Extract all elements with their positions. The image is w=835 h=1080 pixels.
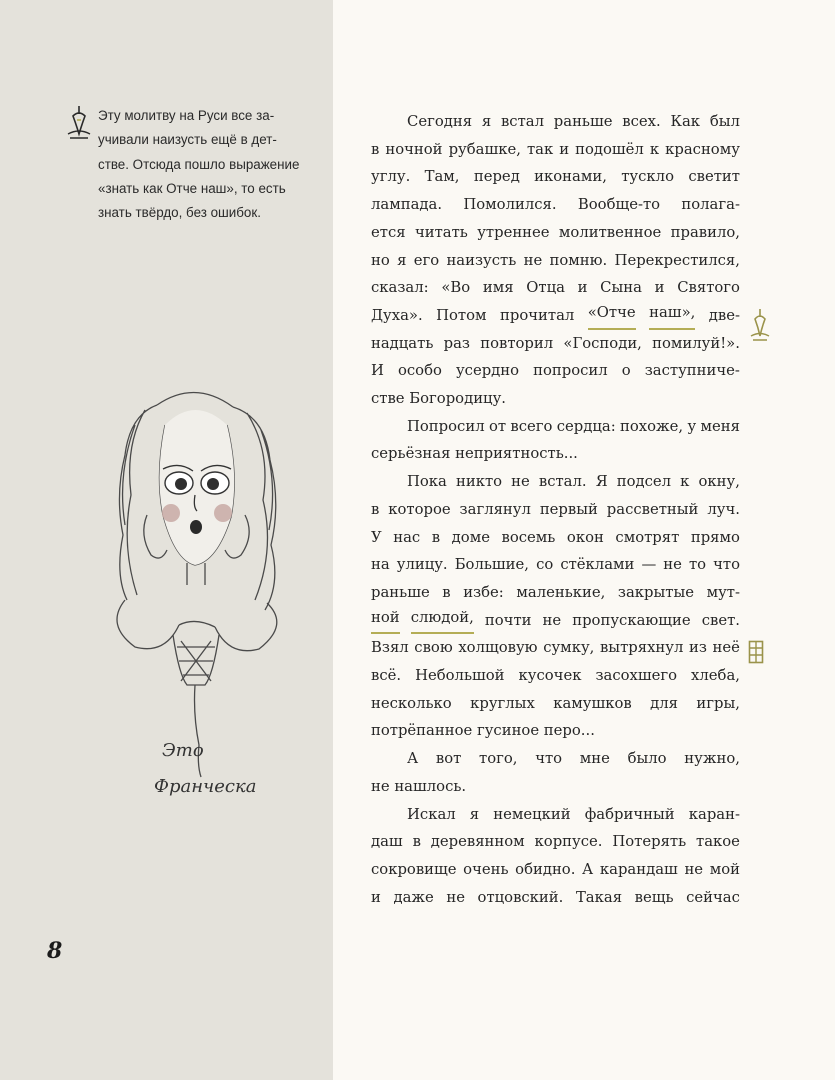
underlined-term: слюдой, bbox=[411, 607, 474, 635]
word: наизусть bbox=[446, 251, 517, 269]
body-line bbox=[371, 247, 740, 275]
word: сейчас bbox=[686, 888, 740, 906]
word: встал bbox=[500, 113, 544, 130]
word: в bbox=[371, 140, 380, 158]
word: что bbox=[713, 556, 740, 574]
word: У bbox=[371, 528, 382, 546]
word: деревянном bbox=[430, 833, 525, 851]
word: Там, bbox=[424, 168, 460, 186]
word: прочитал bbox=[500, 306, 575, 324]
word: Отца bbox=[526, 279, 565, 297]
underlined-term: ной bbox=[371, 607, 400, 635]
word: А bbox=[407, 750, 419, 768]
word: я bbox=[469, 805, 480, 823]
caption-line: Франческа bbox=[154, 776, 257, 797]
word: раз bbox=[443, 334, 470, 352]
word: мой bbox=[709, 860, 740, 878]
word: Перекрестился, bbox=[614, 251, 740, 269]
word: в bbox=[442, 583, 451, 601]
word: никто bbox=[455, 473, 503, 491]
word: Сына bbox=[600, 279, 642, 297]
word: для bbox=[650, 694, 678, 712]
lamp-pendant-icon bbox=[64, 104, 94, 140]
word: особо bbox=[397, 362, 442, 380]
word: не bbox=[523, 251, 543, 269]
body-line bbox=[371, 468, 740, 496]
word: помилуй!». bbox=[652, 334, 740, 352]
underlined-term: наш», bbox=[649, 302, 695, 330]
word: повторил bbox=[480, 334, 554, 352]
word: Сегодня bbox=[407, 113, 473, 130]
illustration-caption bbox=[150, 738, 270, 804]
word: иконами, bbox=[534, 168, 607, 186]
word: отцовский. bbox=[477, 888, 564, 906]
word: тускло bbox=[621, 168, 674, 186]
word: даже bbox=[393, 888, 434, 906]
body-line: потрёпанное гусиное перо... bbox=[371, 722, 595, 740]
word: хлеба, bbox=[691, 667, 740, 685]
word: Помолился. bbox=[463, 196, 557, 214]
word: раньше bbox=[553, 113, 613, 130]
body-line bbox=[371, 551, 740, 579]
word: к bbox=[680, 473, 690, 491]
word: «Во bbox=[441, 279, 471, 297]
girl-illustration bbox=[95, 385, 300, 780]
word: не bbox=[542, 611, 562, 629]
word: круглых bbox=[470, 694, 535, 712]
body-line bbox=[371, 136, 740, 164]
body-line bbox=[371, 856, 740, 884]
word: к bbox=[649, 140, 660, 158]
word: сумку, bbox=[543, 639, 595, 657]
word: но bbox=[371, 251, 390, 269]
word: «Господи, bbox=[563, 334, 642, 352]
word: не bbox=[663, 556, 682, 574]
body-line bbox=[371, 302, 740, 330]
word: Небольшой bbox=[415, 667, 505, 685]
body-line: стве Богородицу. bbox=[371, 390, 506, 408]
word: немецкий bbox=[493, 805, 571, 823]
word: Большие, bbox=[454, 556, 530, 574]
word: Я bbox=[595, 473, 608, 491]
word: почти bbox=[484, 611, 532, 629]
word: перед bbox=[473, 168, 520, 186]
body-line bbox=[371, 330, 740, 358]
word: мне bbox=[579, 750, 610, 768]
word: так bbox=[526, 140, 554, 158]
body-line bbox=[371, 191, 740, 219]
window-icon bbox=[748, 640, 764, 664]
word: камушков bbox=[553, 694, 632, 712]
word: и bbox=[577, 279, 588, 297]
word: всего bbox=[510, 417, 553, 435]
word: не bbox=[684, 860, 704, 878]
body-line bbox=[371, 801, 740, 829]
word: окон bbox=[566, 528, 604, 546]
word: игры, bbox=[696, 694, 740, 712]
word: избе: bbox=[463, 583, 504, 601]
word: карандаш bbox=[599, 860, 678, 878]
word: его bbox=[413, 251, 440, 269]
note-line: «знать как Отче наш», то есть bbox=[98, 180, 286, 196]
word: луч. bbox=[707, 500, 740, 518]
word: похоже, bbox=[620, 417, 684, 435]
word: кусочек bbox=[518, 667, 582, 685]
word: Такая bbox=[575, 888, 623, 906]
body-line bbox=[371, 745, 740, 773]
underlined-term: «Отче bbox=[588, 302, 636, 330]
word: не bbox=[446, 888, 465, 906]
word: у bbox=[687, 417, 697, 435]
page-number: 8 bbox=[47, 938, 63, 964]
body-line bbox=[371, 634, 740, 662]
word: Попросил bbox=[407, 417, 485, 435]
word: читать bbox=[414, 223, 468, 241]
word: И bbox=[371, 362, 384, 380]
word: рассветный bbox=[606, 500, 699, 518]
word: утреннее bbox=[477, 223, 550, 241]
word: восемь bbox=[501, 528, 556, 546]
word: лампада. bbox=[371, 196, 443, 214]
word: нас bbox=[393, 528, 421, 546]
word: окну, bbox=[698, 473, 740, 491]
word: со bbox=[536, 556, 554, 574]
word: маленькие, bbox=[516, 583, 606, 601]
word: о bbox=[621, 362, 631, 380]
word: встал. bbox=[538, 473, 587, 491]
note-line: стве. Отсюда пошло выражение bbox=[98, 156, 300, 172]
body-line bbox=[371, 274, 740, 302]
body-line bbox=[371, 163, 740, 191]
word: Искал bbox=[407, 805, 456, 823]
body-line bbox=[371, 496, 740, 524]
body-line bbox=[371, 828, 740, 856]
word: углу. bbox=[371, 168, 411, 186]
word: ночной bbox=[385, 140, 443, 158]
word: заглянул bbox=[459, 500, 531, 518]
word: того, bbox=[479, 750, 518, 768]
word: я bbox=[397, 251, 407, 269]
word: Святого bbox=[677, 279, 740, 297]
note-line: знать твёрдо, без ошибок. bbox=[98, 205, 261, 221]
caption-line: Это bbox=[162, 740, 204, 761]
word: первый bbox=[539, 500, 598, 518]
word: вытряхнул bbox=[599, 639, 684, 657]
word: засохшего bbox=[595, 667, 678, 685]
word: Потом bbox=[436, 306, 487, 324]
word: свою bbox=[414, 639, 453, 657]
word: я bbox=[481, 113, 492, 130]
body-line bbox=[371, 357, 740, 385]
body-line bbox=[371, 219, 740, 247]
word: вещь bbox=[634, 888, 674, 906]
word: пропускающие bbox=[572, 611, 691, 629]
word: улицу. bbox=[396, 556, 448, 574]
word: имя bbox=[482, 279, 514, 297]
word: на bbox=[371, 556, 390, 574]
word: свет. bbox=[701, 611, 740, 629]
word: из bbox=[689, 639, 707, 657]
word: было bbox=[627, 750, 667, 768]
word: корпусе. bbox=[534, 833, 603, 851]
word: и bbox=[654, 279, 665, 297]
word: Духа». bbox=[371, 306, 423, 324]
word: в bbox=[412, 833, 421, 851]
word: неё bbox=[712, 639, 740, 657]
word: молитвенное bbox=[558, 223, 662, 241]
body-line bbox=[371, 108, 740, 136]
word: от bbox=[488, 417, 507, 435]
word: холщовую bbox=[458, 639, 538, 657]
word: две- bbox=[708, 306, 740, 324]
word: А bbox=[582, 860, 594, 878]
lamp-pendant-icon bbox=[748, 308, 772, 342]
word: очень bbox=[463, 860, 509, 878]
word: подошёл bbox=[575, 140, 644, 158]
word: раньше bbox=[371, 583, 430, 601]
word: в bbox=[431, 528, 441, 546]
word: — bbox=[641, 556, 657, 574]
word: такое bbox=[696, 833, 740, 851]
margin-note bbox=[98, 104, 323, 225]
note-line: учивали наизусть ещё в дет- bbox=[98, 132, 277, 148]
word: доме bbox=[451, 528, 490, 546]
word: прямо bbox=[690, 528, 740, 546]
word: что bbox=[535, 750, 563, 768]
word: сокровище bbox=[371, 860, 457, 878]
word: и bbox=[559, 140, 570, 158]
word: Пока bbox=[407, 473, 447, 491]
word: ется bbox=[371, 223, 406, 241]
body-line bbox=[371, 690, 740, 718]
word: заступниче- bbox=[644, 362, 740, 380]
word: Вообще-то bbox=[577, 196, 661, 214]
word: несколько bbox=[371, 694, 452, 712]
word: меня bbox=[700, 417, 740, 435]
word: всё. bbox=[371, 667, 402, 685]
word: каран- bbox=[688, 805, 740, 823]
word: Как bbox=[670, 113, 701, 130]
word: обидно. bbox=[515, 860, 576, 878]
word: смотрят bbox=[615, 528, 680, 546]
word: полага- bbox=[681, 196, 740, 214]
word: закрытые bbox=[617, 583, 695, 601]
body-line bbox=[371, 662, 740, 690]
word: Взял bbox=[371, 639, 409, 657]
word: и bbox=[371, 888, 381, 906]
word: усердно bbox=[455, 362, 520, 380]
word: мут- bbox=[706, 583, 740, 601]
body-line bbox=[371, 413, 740, 441]
body-line bbox=[371, 524, 740, 552]
word: вот bbox=[435, 750, 462, 768]
word: надцать bbox=[371, 334, 434, 352]
body-text bbox=[371, 108, 740, 911]
word: сердца: bbox=[556, 417, 616, 435]
body-line bbox=[371, 607, 740, 635]
body-line: серьёзная неприятность... bbox=[371, 445, 578, 463]
word: то bbox=[688, 556, 707, 574]
body-line bbox=[371, 884, 740, 912]
word: правило, bbox=[670, 223, 740, 241]
body-line: не нашлось. bbox=[371, 777, 467, 795]
word: красному bbox=[665, 140, 740, 158]
body-line bbox=[371, 579, 740, 607]
word: которое bbox=[388, 500, 451, 518]
word: сказал: bbox=[371, 279, 429, 297]
note-line: Эту молитву на Руси все за- bbox=[98, 108, 275, 123]
word: был bbox=[709, 113, 740, 130]
word: светит bbox=[688, 168, 740, 186]
word: не bbox=[511, 473, 530, 491]
word: даш bbox=[371, 833, 403, 851]
word: в bbox=[371, 500, 380, 518]
word: Потерять bbox=[612, 833, 687, 851]
word: всех. bbox=[622, 113, 661, 130]
word: нужно, bbox=[684, 750, 740, 768]
word: подсел bbox=[616, 473, 672, 491]
word: рубашке, bbox=[448, 140, 521, 158]
word: фабричный bbox=[584, 805, 675, 823]
word: помню. bbox=[549, 251, 608, 269]
word: попросил bbox=[533, 362, 608, 380]
word: стёклами bbox=[560, 556, 635, 574]
